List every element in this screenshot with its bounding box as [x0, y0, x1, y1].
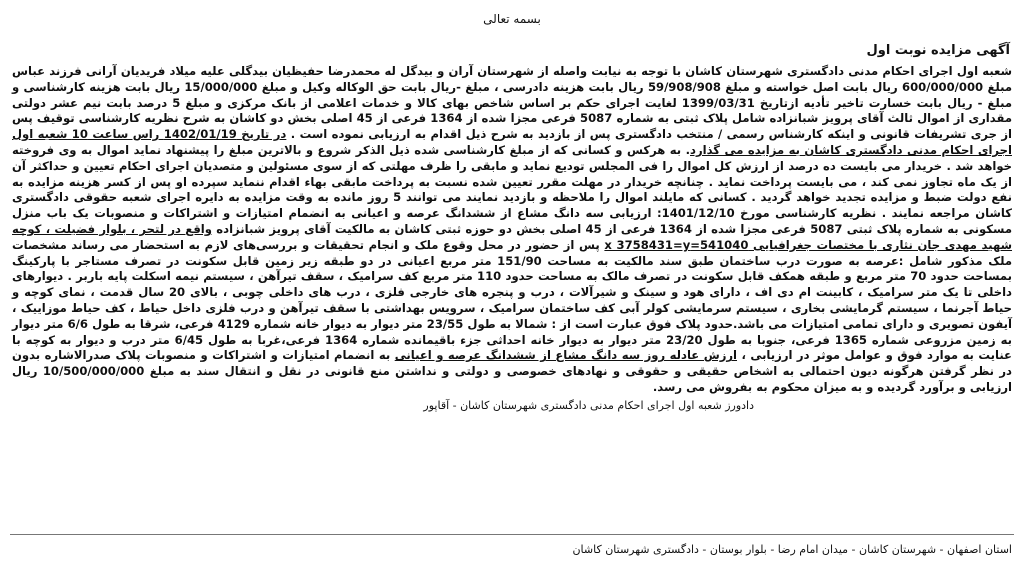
auction-terms-text: . به هرکس و کسانی که از مبلغ کارشناسی شده ذیل الذکر شروع و بالاترین مبلغ را پیشنهاد نماید اموال به وی فروخته خواهد شد . خریدار می بایست ده درصد از ارزش کل اموال را فی المجلس تودیع نماید و مابقی را ظرف مهلتی که از سوی مسئولین و متصدیان اجرای احکام تعیین و حداکثر آن از یک ماه تجاوز نمی کند ، می بایست پرداخت نماید . چنانچه خریدار در مهلت مقرر تعیین شده نسبت به پرداخت مابقی بهاء اقدام ننماید سپرده او پس از کسر هزینه مزایده به نفع دولت ضبط و مزایده تجدید خواهد گردید . کسانی که مایلند اموال را ملاحظه و بازدید نمایند می توانند 5 روز مانده به وقت مزایده به دایره اجرای شعبه حقوقی دادگستری کاشان مراجعه نمایند . نظریه کارشناسی مورخ 1401/12/10: ارزیابی سه دانگ مشاع از ششدانگ عرصه و اعیانی به انضمام امتیازات و اشتراکات و منصوبات یک باب منزل مسکونی به شماره پلاک ثبتی 5087 فرعی مجزا شده از 1364 فرعی از 45 اصلی بخش دو حوزه ثبتی کاشان به مالکیت آقای پرویز شبانزاده: [12, 142, 1013, 236]
court-address: استان اصفهان - شهرستان کاشان - میدان امام رضا - بلوار بوستان - دادگستری شهرستان کاشان: [572, 543, 1012, 556]
notice-paragraph: [12, 64, 1012, 396]
footer-divider: [10, 534, 1014, 535]
property-valuation-text: به انضمام امتیازات و اشتراکات و منصوبات پلاک صدرالاشاره بدون در نظر گرفتن هرگونه دیون احتمالی به اشخاص حقیقی و حقوقی و نهادهای خصوصی و دولتی و نداشتن منع قانونی در نقل و انتقال سند به مبلغ 10/500/000/000 ریال ارزیابی و برآورد گردیده و به میزان محکوم به بفروش می رسد.: [12, 348, 1012, 394]
signature-line: دادورز شعبه اول اجرای احکام مدنی دادگستری شهرستان کاشان - آقاپور: [423, 398, 754, 412]
property-description-text: پس از حضور در محل وقوع ملک و انجام تحقیقات و بررسی‌های لازم به استحضار می رساند مشخصات ملک مذکور شامل :عرصه به صورت درب ساختمان طبق سند مالکیت به مساحت 151/90 متر مربع اعیانی در دو طبقه زیر زمین قابل سکونت در تصرف مستاجر با پارکینگ بمساحت حدود 70 متر مربع و طبقه همکف قابل سکونت در تصرف مالک به مساحت حدود 110 متر مربع کف سرامیک ، سقف تیرآهن ، سیستم نیمه اسکلت پایه باربر . دیوارهای داخلی تا یک متر سرامیک ، کابینت ام دی اف ، دارای هود و سینک و شیرآلات ، درب و پنجره های خارجی فلزی ، درب های داخلی چوبی ، بالای 20 سال قدمت ، نمای کوچه و حیاط آجرنما ، سیستم گرمایشی بخاری ، سیستم سرمایشی کولر آبی کف ساختمان سرامیک ، سرویس بهداشتی با سقف تیرآهن و درب فلزی داخل حیاط ، کف حیاط موزاییک ، آیفون تصویری و دارای تمامی امتیازات می باشد.حدود پلاک فوق عبارت است از : شمالا به طول 23/55 متر دیوار به دیوار خانه شماره 4129 فرعی، شرقا به طول 6/6 متر دیوار به زمین مزروعی شماره 1365 فرعی، جنوبا به طول 23/20 متر دیوار به دیوار خانه احداثی جزء باقیمانده شماره 1364 فرعی،غربا به طول 6/45 متر درب و دیوار به کوچه با عنایت به موارد فوق و عوامل موثر در ارزیابی ،: [12, 237, 1013, 363]
notice-body: [10, 64, 1014, 396]
notice-title: آگهی مزایده نوبت اول: [866, 43, 1010, 58]
property-value-label: ارزش عادله روز سه دانگ مشاع از ششدانگ عرصه و اعیانی: [394, 348, 738, 363]
auction-notice-page: [10, 0, 1014, 570]
notice-intro-text: شعبه اول اجرای احکام مدنی دادگستری شهرستان کاشان با توجه به نیابت واصله از شهرستان آران و بیدگل له محمدرضا حفیظیان بیدگلی علیه میلاد فریدیان آرانی فرزند عباس مبلغ 600/000/000 ریال بابت اصل خواسته و مبلغ 59/908/908 ریال بابت هزینه دادرسی ، مبلغ -ریال بابت حق الوکاله وکیل و مبلغ 15/000/000 ریال بابت هزینه کارشناسی و مبلغ - ریال بابت خسارت تاخیر تأدیه ازتاریخ 1399/03/31 لغایت اجرای حکم بر اساس شاخص بهای کالا و خدمات اعلامی از بانک مرکزی و مبلغ 5 درصد بابت نیم عشر دولتی مقداری از اموال ثالث آقای پرویز شبانزاده شامل پلاک ثبتی به شماره 5087 فرعی مجزا شده از 1364 فرعی از 45 اصلی بخش دو کاشان به شرح نظریه کارشناسی توقیف پس از جری تشریفات قانونی و اینکه کارشناس رسمی / منتخب دادگستری پس از بازدید به شرح ذیل اقدام به ارزیابی نموده است .: [12, 64, 1013, 142]
auction-date-text: در تاریخ 1402/01/19 راس ساعت 10 شعبه اول اجرای احکام مدنی دادگستری کاشان به مزایده می گذارد: [12, 127, 1012, 157]
basmala-heading: بسمه تعالی: [483, 12, 541, 26]
property-location-text: واقع در لتحر ، بلوار فضیلت ، کوچه شهید مهدی جان نثاری با مختصات جغرافیایی 541040=x 3758431=y: [12, 221, 1013, 252]
